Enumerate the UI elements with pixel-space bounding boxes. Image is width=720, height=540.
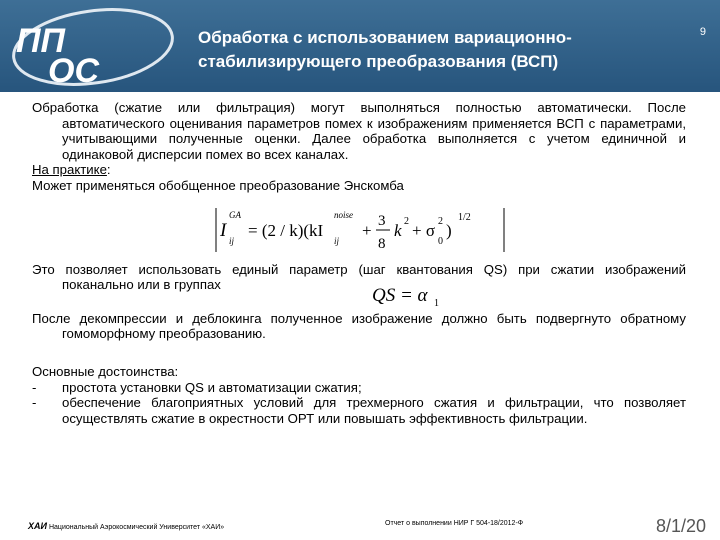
advantages-title: Основные достоинства:	[32, 363, 179, 379]
paragraph-qs: Это позволяет использовать единый параметр (шаг квантования QS) при сжатии изображений поканально или в группах	[32, 261, 686, 293]
khai-logo-icon: ХАИ	[28, 521, 47, 531]
f-num: 3	[378, 212, 386, 229]
paragraph-decompression: После декомпрессии и деблокинга полученное изображение должно быть подвергнуто обратному гомоморфному преобразованию.	[32, 310, 686, 342]
page-number: 9	[699, 26, 706, 38]
f-sigma: + σ	[412, 220, 436, 240]
practice-line	[32, 162, 686, 178]
paragraph-processing: Обработка (сжатие или фильтрация) могут выполняться полностью автоматически. После автоматического оценивания параметров помех к изображениям применяется ВСП с параметрами, учитывающими полученные оценки. Далее обработка выполняется с учетом единичной и одинаковой дисперсии помех во всех каналах.	[32, 100, 686, 162]
f-pow: 1/2	[458, 211, 471, 223]
qs-lhs: QS = α	[372, 284, 428, 306]
practice-label: На практике	[32, 162, 107, 178]
f-ij2: ij	[334, 235, 340, 246]
qs-sub: 1	[434, 297, 439, 309]
ppos-logo-icon	[8, 6, 183, 88]
f-k: k	[394, 220, 402, 240]
slide-title: Обработка с использованием вариационно-стабилизирующего преобразования (ВСП)	[198, 28, 572, 71]
f-GA: GA	[229, 209, 241, 220]
slide-content	[32, 100, 686, 426]
slide-header	[0, 0, 720, 92]
slide-footer	[0, 512, 720, 540]
f-sq2: 2	[438, 215, 443, 227]
footer-report: Отчет о выполнении НИР Г 504-18/2012-Ф	[385, 520, 524, 527]
f-plus: +	[362, 220, 372, 240]
f-zero: 0	[438, 235, 443, 247]
logo-letters-top: ПП	[16, 22, 65, 60]
f-den: 8	[378, 235, 386, 252]
f-sq: 2	[404, 215, 409, 227]
f-I: I	[220, 219, 227, 241]
footer-date: 8/1/20	[655, 516, 706, 536]
f-close: )	[446, 220, 452, 240]
f-ij: ij	[229, 235, 235, 246]
logo-letters-bottom: ОС	[48, 52, 99, 88]
advantage-item-1: - простота установки QS и автоматизации сжатия;	[32, 379, 362, 395]
practice-colon: :	[106, 162, 111, 178]
f-noise: noise	[334, 209, 353, 220]
f-eq: = (2 / k)(kI	[248, 220, 324, 240]
footer-university: ХАИ Национальный Аэрокосмический Университет «ХАИ»	[28, 521, 225, 531]
qs-formula	[370, 279, 450, 309]
paragraph-anscombe: Может применяться обобщенное преобразование Энскомба	[32, 177, 404, 193]
advantage-item-2: - обеспечение благоприятных условий для трехмерного сжатия и фильтрации, что позволяет осуществлять сжатие в окрестности ОРТ или повышать эффективность фильтрации.	[32, 395, 686, 426]
anscombe-formula	[212, 206, 512, 254]
